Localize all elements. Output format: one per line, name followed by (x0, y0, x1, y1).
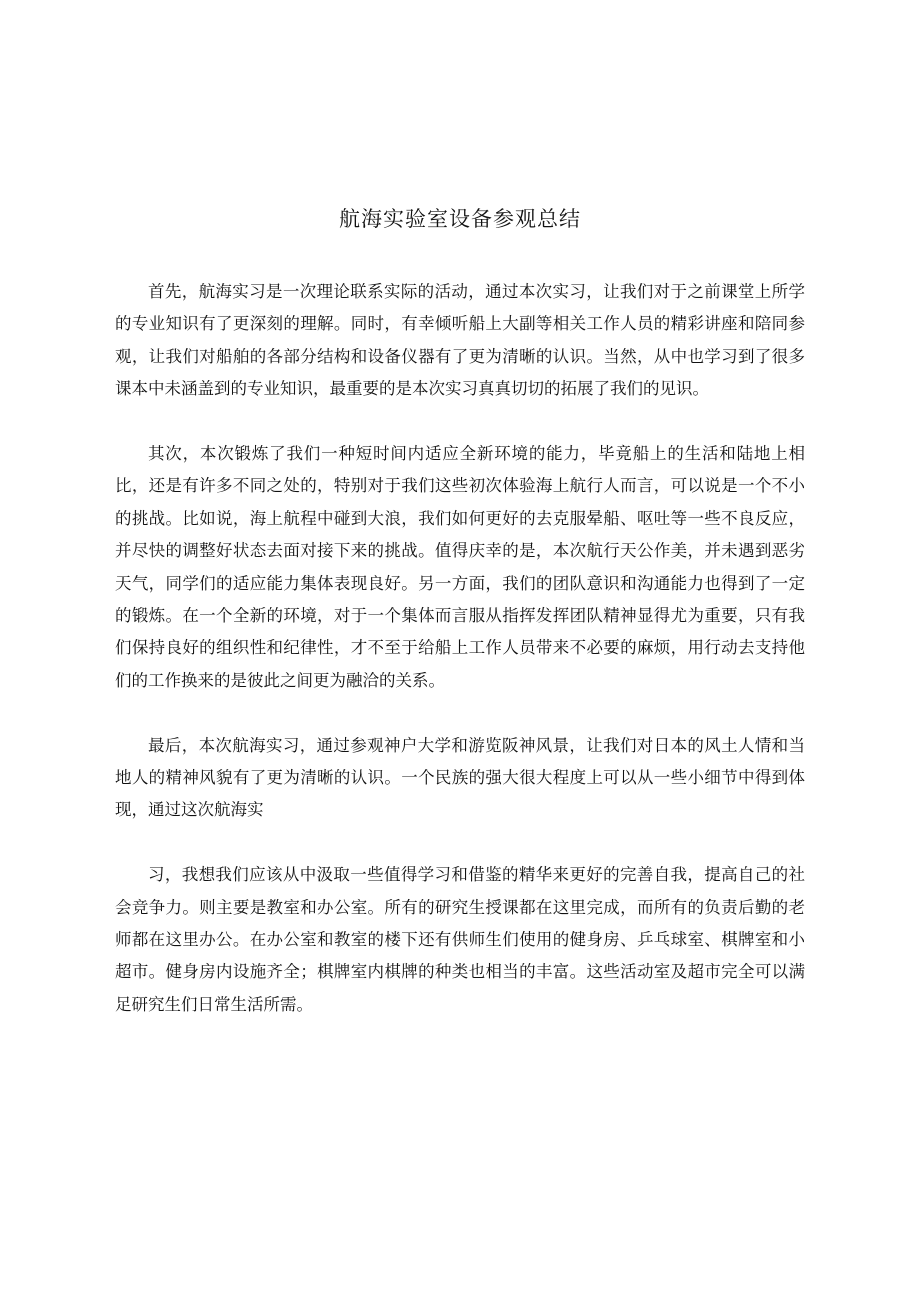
paragraph-3: 最后，本次航海实习，通过参观神户大学和游览阪神风景，让我们对日本的风土人情和当地人的精神风貌有了更为清晰的认识。一个民族的强大很大程度上可以从一些小细节中得到体现，通过这次航海实 (115, 735, 805, 820)
paragraph-1: 首先，航海实习是一次理论联系实际的活动，通过本次实习，让我们对于之前课堂上所学的专业知识有了更深刻的理解。同时，有幸倾听船上大副等相关工作人员的精彩讲座和陪同参观，让我们对船舶的各部分结构和设备仪器有了更为清晰的认识。当然，从中也学习到了很多课本中未涵盖到的专业知识，最重要的是本次实习真真切切的拓展了我们的见识。 (115, 282, 805, 399)
document-title: 航海实验室设备参观总结 (339, 207, 581, 231)
document-body (115, 276, 805, 1054)
paragraph-2: 其次，本次锻炼了我们一种短时间内适应全新环境的能力，毕竟船上的生活和陆地上相比，还是有许多不同之处的，特别对于我们这些初次体验海上航行人而言，可以说是一个不小的挑战。比如说，海上航程中碰到大浪，我们如何更好的去克服晕船、呕吐等一些不良反应，并尽快的调整好状态去面对接下来的挑战。值得庆幸的是，本次航行天公作美，并未遇到恶劣天气，同学们的适应能力集体表现良好。另一方面，我们的团队意识和沟通能力也得到了一定的锻炼。在一个全新的环境，对于一个集体而言服从指挥发挥团队精神显得尤为重要，只有我们保持良好的组织性和纪律性，才不至于给船上工作人员带来不必要的麻烦，用行动去支持他们的工作换来的是彼此之间更为融洽的关系。 (115, 444, 805, 690)
paragraph-4: 习，我想我们应该从中汲取一些值得学习和借鉴的精华来更好的完善自我，提高自己的社会竞争力。则主要是教室和办公室。所有的研究生授课都在这里完成，而所有的负责后勤的老师都在这里办公。在办公室和教室的楼下还有供师生们使用的健身房、乒乓球室、棋牌室和小超市。健身房内设施齐全；棋牌室内棋牌的种类也相当的丰富。这些活动室及超市完全可以满足研究生们日常生活所需。 (115, 865, 805, 1014)
